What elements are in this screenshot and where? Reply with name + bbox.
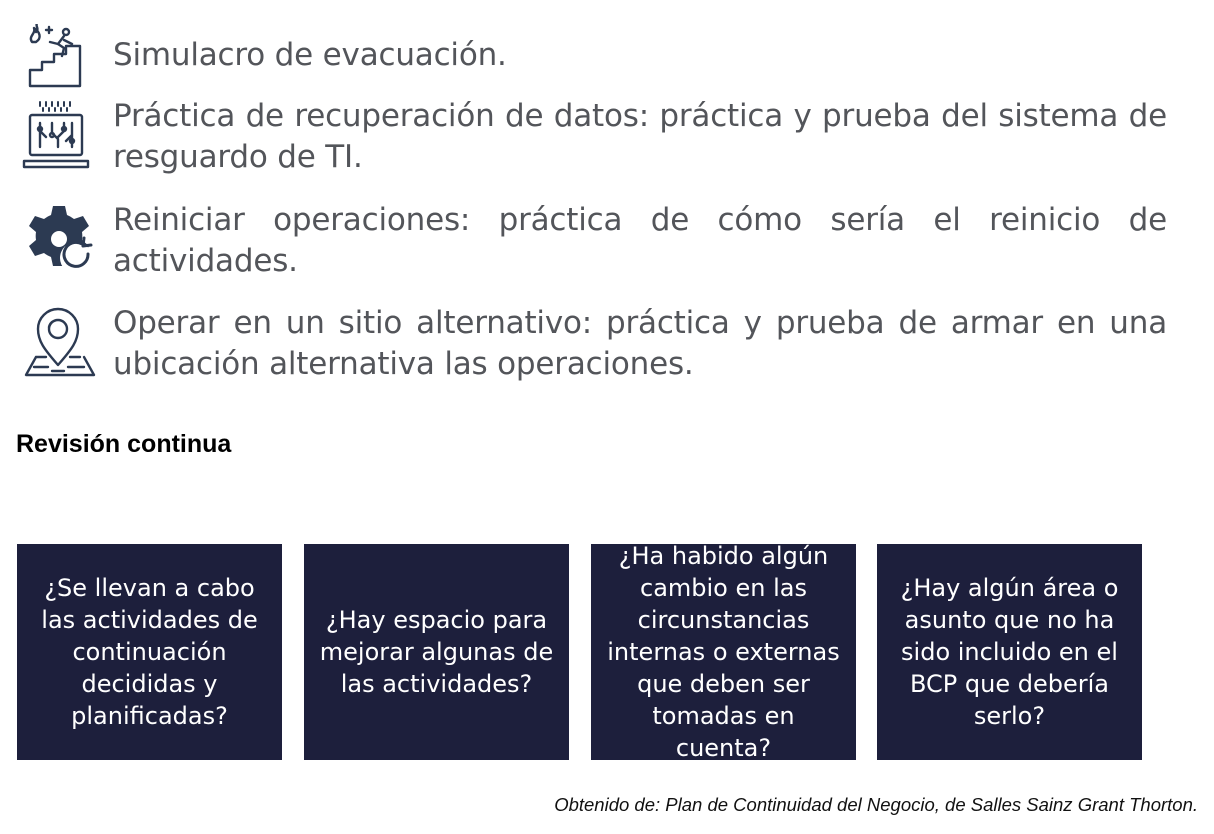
question-text: ¿Se llevan a cabo las actividades de continuación decididas y planificadas? [41,574,258,730]
practice-item-evacuation [22,22,1167,92]
practice-item-data-recovery [22,96,1167,186]
question-box [877,544,1142,760]
source-citation: Obtenido de: Plan de Continuidad del Negocio, de Salles Sainz Grant Thorton. [554,794,1198,815]
practice-text: Reiniciar operaciones: práctica de cómo sería el reinicio de actividades. [113,202,1167,279]
practice-text: Simulacro de evacuación. [113,37,507,73]
practice-item-alternative-site [22,303,1167,385]
question-text: ¿Ha habido algún cambio en las circunstancias internas o externas que deben ser tomadas en cuenta? [607,542,840,762]
gear-restart-icon [22,204,98,278]
question-box [591,544,856,760]
question-box [304,544,569,760]
practice-text: Operar en un sitio alternativo: práctica y prueba de armar en una ubicación alternativa las operaciones. [113,305,1167,382]
question-box [17,544,282,760]
practice-item-restart-operations [22,200,1167,280]
question-text: ¿Hay espacio para mejorar algunas de las actividades? [319,606,554,698]
question-text: ¿Hay algún área o asunto que no ha sido incluido en el BCP que debería serlo? [900,574,1119,730]
practice-text: Práctica de recuperación de datos: práctica y prueba del sistema de resguardo de TI. [113,98,1167,175]
section-heading: Revisión continua [16,430,232,458]
data-recovery-laptop-icon [22,99,90,173]
location-pin-map-icon [22,305,100,381]
evacuation-stairs-icon [22,24,88,90]
